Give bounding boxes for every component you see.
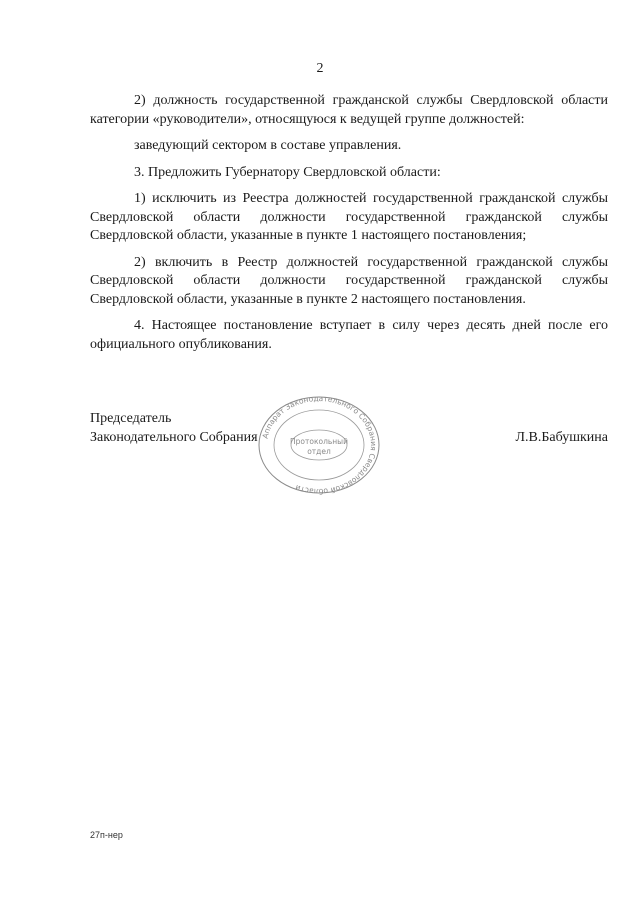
- document-body: [90, 92, 608, 362]
- paragraph-exclude: 1) исключить из Реестра должностей государственной гражданской службы Свердловской области должности государственной гражданской службы Свердловской области, указанные в пункте 1 настоящего постановления;: [90, 191, 608, 243]
- signatory-title: [90, 409, 258, 447]
- stamp-inner-line-2: отдел: [307, 447, 331, 456]
- stamp-inner-line-1: Протокольный: [290, 437, 348, 446]
- paragraph-include: 2) включить в Реестр должностей государственной гражданской службы Свердловской области должности государственной гражданской службы Свердловской области, указанные в пункте 2 настоящего постановления.: [90, 254, 608, 307]
- paragraph-effective: 4. Настоящее постановление вступает в силу через десять дней после его официального опубликования.: [90, 318, 608, 352]
- signatory-title-line-1: Председатель: [90, 411, 172, 426]
- signatory-title-line-2: Законодательного Собрания: [90, 430, 258, 445]
- stamp-outer-text: Аппарат Законодательного Собрания Свердловской области: [260, 395, 379, 495]
- page-number: 2: [316, 61, 324, 76]
- paragraph-position-item: 2) должность государственной гражданской службы Свердловской области категории «руководители», относящуюся к ведущей группе должностей:: [90, 93, 608, 127]
- official-stamp: [256, 395, 382, 495]
- paragraph-item-3: 3. Предложить Губернатору Свердловской области:: [134, 164, 441, 180]
- signatory-name: Л.В.Бабушкина: [515, 430, 608, 445]
- stamp-seal-icon: [256, 395, 382, 495]
- document-code: 27п-нер: [90, 830, 123, 840]
- paragraph-sector-head: заведующий сектором в составе управления.: [134, 138, 402, 153]
